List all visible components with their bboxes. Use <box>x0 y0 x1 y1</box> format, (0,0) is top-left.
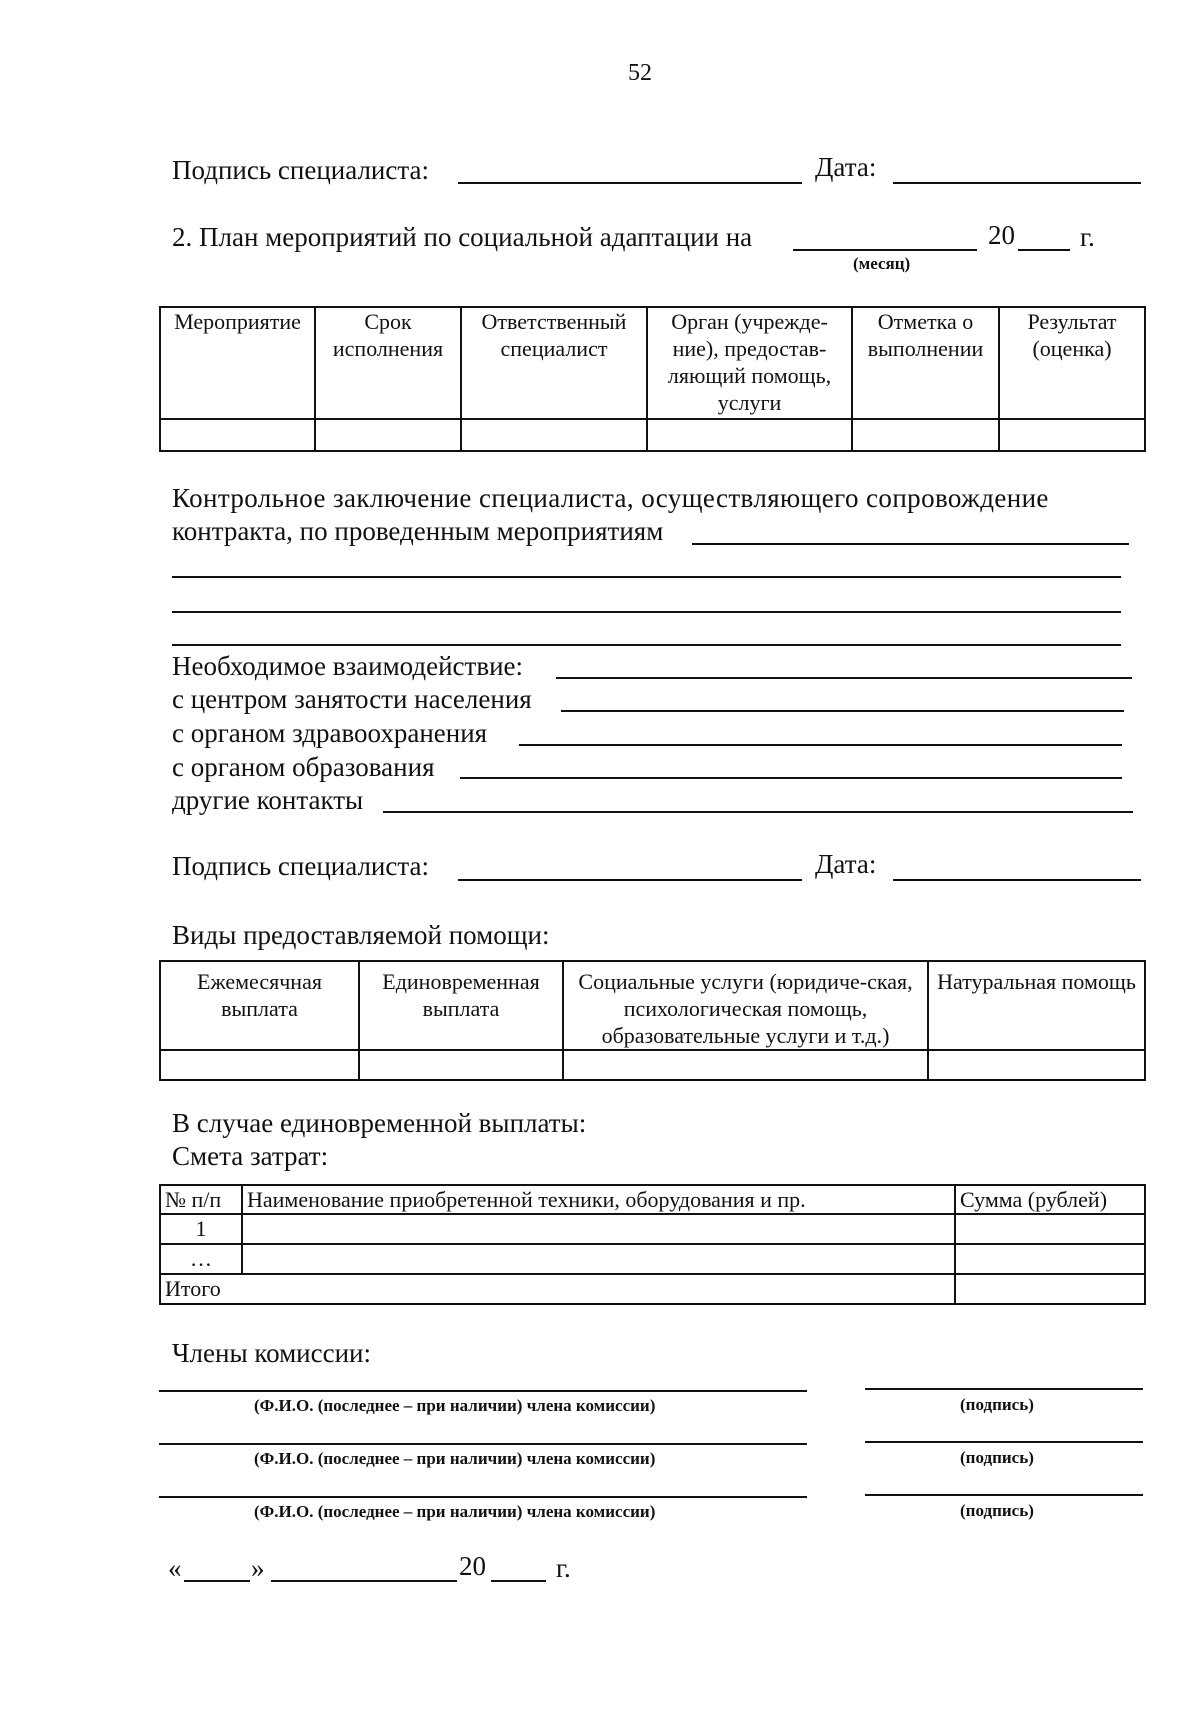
footer-year-suffix: г. <box>556 1553 571 1583</box>
education-field[interactable] <box>460 777 1122 779</box>
events-header-deadline: Срок исполнения <box>315 307 461 419</box>
date-field[interactable] <box>893 182 1141 184</box>
signature-field[interactable] <box>458 182 802 184</box>
interaction-other: другие контакты <box>172 785 364 815</box>
table-row <box>160 419 1145 451</box>
events-header-completion: Отметка о выполнении <box>852 307 999 419</box>
health-field[interactable] <box>519 744 1122 746</box>
employment-field[interactable] <box>561 710 1124 712</box>
cost-header-sum: Сумма (рублей) <box>955 1185 1145 1214</box>
member-name-field[interactable] <box>159 1496 807 1498</box>
footer-open-quote: « <box>168 1553 182 1583</box>
year-field[interactable] <box>1018 249 1070 251</box>
cost-header-number: № п/п <box>160 1185 242 1214</box>
commission-title: Члены комиссии: <box>172 1338 371 1368</box>
table-cell[interactable] <box>928 1050 1145 1080</box>
other-contacts-field[interactable] <box>383 811 1133 813</box>
conclusion-line-1: Контрольное заключение специалиста, осуществляющего сопровождение <box>172 483 1049 513</box>
plan-heading: 2. План мероприятий по социальной адаптации на <box>172 222 753 252</box>
member-signature-field[interactable] <box>865 1388 1143 1390</box>
year-suffix: г. <box>1080 222 1095 252</box>
total-label: Итого <box>160 1274 955 1304</box>
row-number: … <box>160 1244 242 1274</box>
member-signature-field[interactable] <box>865 1494 1143 1496</box>
signature-label: Подпись специалиста: <box>172 851 429 881</box>
events-header-organization: Орган (учрежде-ние), предостав-ляющий помощь, услуги <box>647 307 852 419</box>
footer-month-field[interactable] <box>271 1580 457 1582</box>
interaction-health: с органом здравоохранения <box>172 718 488 748</box>
events-header-responsible: Ответственный специалист <box>461 307 647 419</box>
events-table <box>159 306 1146 452</box>
interaction-education: с органом образования <box>172 752 435 782</box>
conclusion-field[interactable] <box>172 576 1121 578</box>
interaction-title: Необходимое взаимодействие: <box>172 651 524 681</box>
page-number: 52 <box>628 60 652 86</box>
footer-close-quote: » <box>251 1553 265 1583</box>
cost-estimate-title: Смета затрат: <box>172 1141 329 1171</box>
row-number: 1 <box>160 1214 242 1244</box>
table-cell[interactable] <box>160 419 315 451</box>
conclusion-field[interactable] <box>692 543 1129 545</box>
table-row <box>160 1050 1145 1080</box>
table-row <box>160 1274 1145 1304</box>
date-field[interactable] <box>893 879 1141 881</box>
cost-table <box>159 1184 1146 1305</box>
cost-header-item: Наименование приобретенной техники, оборудования и пр. <box>242 1185 955 1214</box>
total-sum-cell[interactable] <box>955 1274 1145 1304</box>
date-label: Дата: <box>815 152 877 182</box>
table-row <box>160 1214 1145 1244</box>
events-header-event: Мероприятие <box>160 307 315 419</box>
footer-year-field[interactable] <box>491 1580 546 1582</box>
table-cell[interactable] <box>563 1050 928 1080</box>
member-signature-field[interactable] <box>865 1441 1143 1443</box>
member-name-field[interactable] <box>159 1443 807 1445</box>
help-header-one-time: Единовременная выплата <box>359 961 563 1050</box>
table-cell[interactable] <box>315 419 461 451</box>
help-types-title: Виды предоставляемой помощи: <box>172 920 550 950</box>
member-name-caption: (Ф.И.О. (последнее – при наличии) члена комиссии) <box>254 1449 656 1468</box>
table-cell[interactable] <box>999 419 1145 451</box>
conclusion-field[interactable] <box>172 611 1121 613</box>
table-cell[interactable] <box>955 1214 1145 1244</box>
table-cell[interactable] <box>647 419 852 451</box>
interaction-field[interactable] <box>556 677 1132 679</box>
footer-year-prefix: 20 <box>459 1551 486 1581</box>
table-cell[interactable] <box>242 1244 955 1274</box>
table-cell[interactable] <box>461 419 647 451</box>
table-row <box>160 1244 1145 1274</box>
member-name-caption: (Ф.И.О. (последнее – при наличии) члена комиссии) <box>254 1396 656 1415</box>
member-signature-caption: (подпись) <box>960 1448 1034 1467</box>
month-caption: (месяц) <box>853 254 911 273</box>
table-cell[interactable] <box>242 1214 955 1244</box>
member-signature-caption: (подпись) <box>960 1395 1034 1414</box>
conclusion-field[interactable] <box>172 644 1121 646</box>
one-time-title: В случае единовременной выплаты: <box>172 1108 587 1138</box>
help-types-table <box>159 960 1146 1081</box>
table-cell[interactable] <box>359 1050 563 1080</box>
help-header-in-kind: Натуральная помощь <box>928 961 1145 1050</box>
date-label: Дата: <box>815 849 877 879</box>
events-header-result: Результат (оценка) <box>999 307 1145 419</box>
table-cell[interactable] <box>955 1244 1145 1274</box>
month-field[interactable] <box>793 249 977 251</box>
table-cell[interactable] <box>852 419 999 451</box>
table-cell[interactable] <box>160 1050 359 1080</box>
footer-day-field[interactable] <box>184 1580 250 1582</box>
year-prefix: 20 <box>988 220 1015 250</box>
member-name-caption: (Ф.И.О. (последнее – при наличии) члена комиссии) <box>254 1502 656 1521</box>
signature-field[interactable] <box>458 879 802 881</box>
interaction-employment: с центром занятости населения <box>172 684 532 714</box>
member-signature-caption: (подпись) <box>960 1501 1034 1520</box>
help-header-monthly: Ежемесячная выплата <box>160 961 359 1050</box>
member-name-field[interactable] <box>159 1390 807 1392</box>
signature-label: Подпись специалиста: <box>172 155 429 185</box>
help-header-social-services: Социальные услуги (юридиче-ская, психологическая помощь, образовательные услуги и т.д.) <box>563 961 928 1050</box>
conclusion-line-2: контракта, по проведенным мероприятиям <box>172 516 664 546</box>
